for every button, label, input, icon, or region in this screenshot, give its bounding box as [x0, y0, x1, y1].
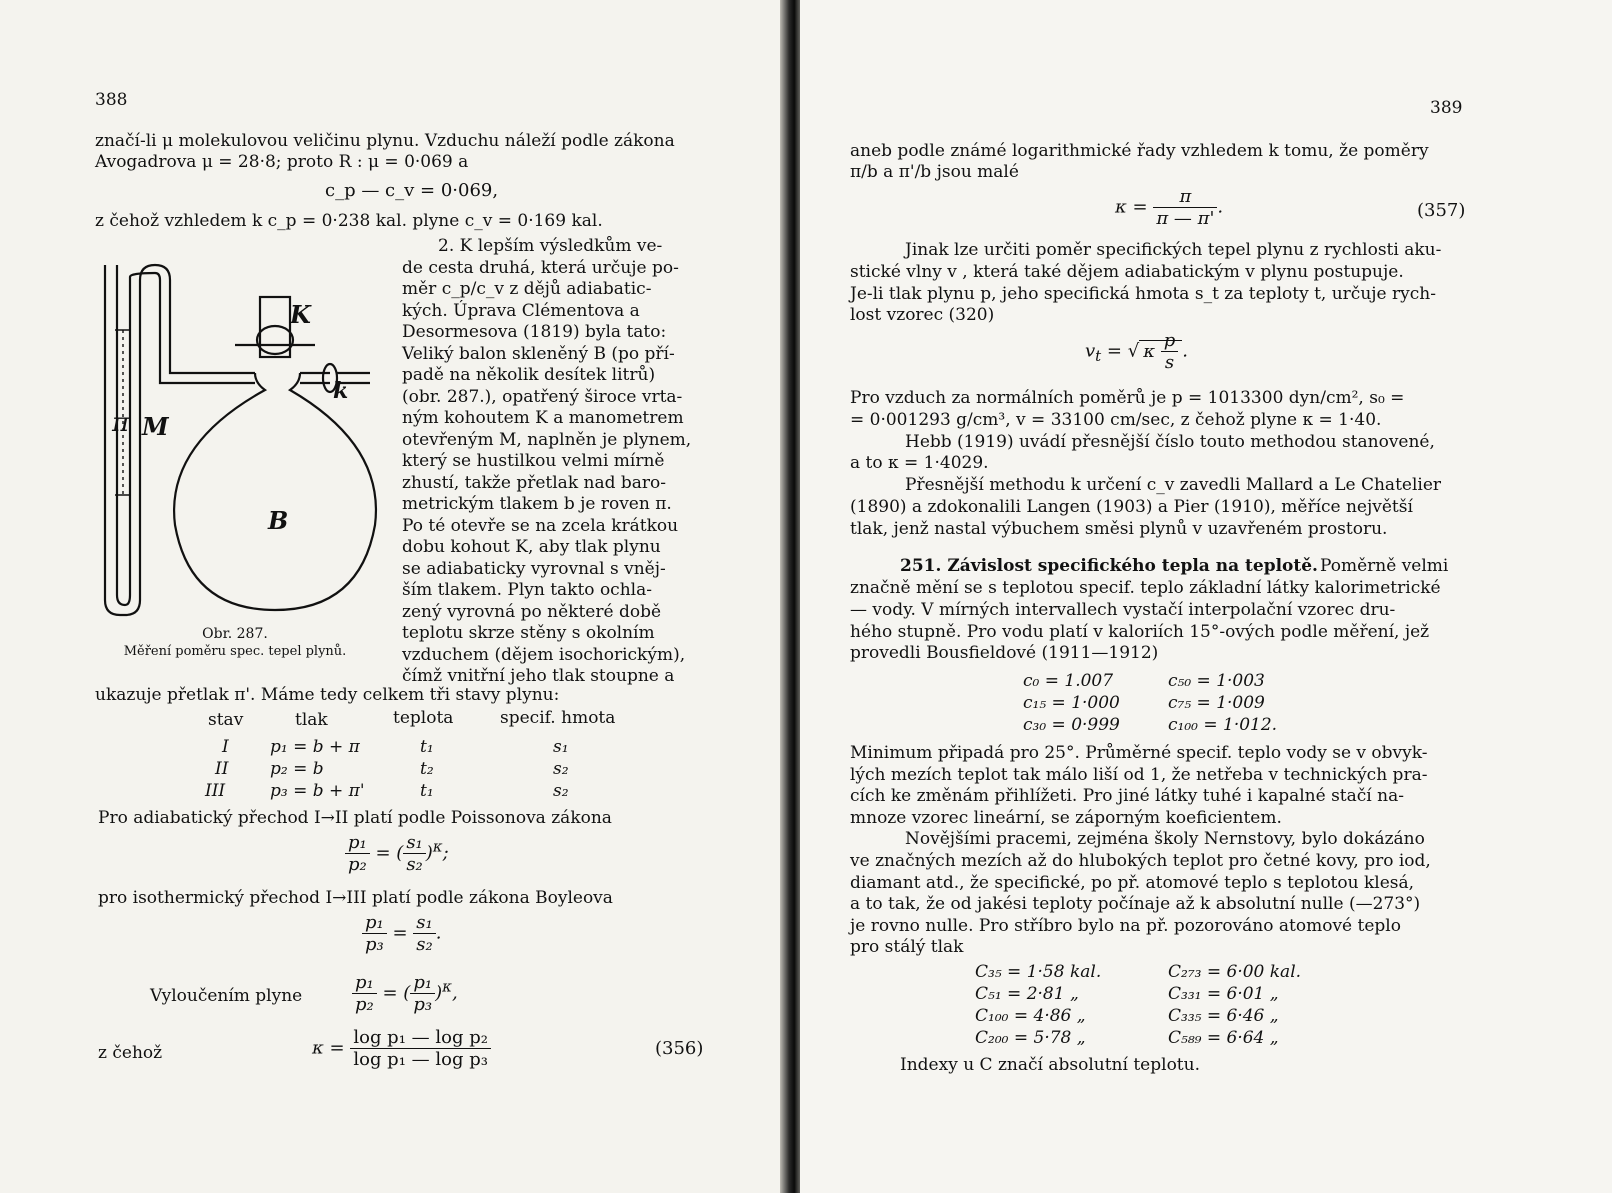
text-line: provedli Bousfieldové (1911—1912)	[850, 643, 1159, 663]
equation-cp-cv: c_p — c_v = 0·069,	[325, 180, 499, 201]
table-header: tlak	[295, 710, 328, 730]
text-line: dobu kohout K, aby tlak plynu	[402, 537, 661, 557]
text-line: aneb podle známé logarithmické řady vzhledem k tomu, že poměry	[850, 141, 1429, 161]
text-line: Avogadrova μ = 28·8; proto R : μ = 0·069 a	[95, 152, 469, 172]
text-line: Pro vzduch za normálních poměrů je p = 1013300 dyn/cm², s₀ =	[850, 388, 1405, 408]
text-line: cích ke změnám přihlížeti. Pro jiné látky tuhé i kapalné stačí na-	[850, 786, 1404, 807]
text-line: (1890) a zdokonalili Langen (1903) a Pier (1910), měříce největší	[850, 497, 1413, 517]
text-line: čímž vnitřní jeho tlak stoupne a	[402, 666, 675, 686]
text-line: který se hustilkou velmi mírně	[402, 451, 665, 471]
table-cell: c₃₀ = 0·999	[1023, 715, 1120, 735]
table-cell: s₂	[553, 759, 569, 779]
text-line: stické vlny v , která také dějem adiabatickým v plynu postupuje.	[850, 262, 1404, 282]
equation-number-357: (357)	[1417, 200, 1466, 221]
equation-357: κ = $\frac{\pi}{\pi — \pi'}$ .	[1115, 186, 1224, 229]
text-line: pro stálý tlak	[850, 937, 964, 958]
text-line: zhustí, takže přetlak nad baro-	[402, 472, 667, 493]
text-line: značně mění se s teplotou specif. teplo základní látky kalorimetrické	[850, 578, 1441, 598]
equation-sound-velocity: $v_t$ = √ κ $\frac{p}{s}$ .	[1085, 330, 1188, 373]
figure-label-K: K	[290, 300, 311, 329]
table-cell: p₂ = b	[270, 759, 324, 779]
text-line: Minimum připadá pro 25°. Průměrné specif. teplo vody se v obvyk-	[850, 743, 1428, 763]
text-line: padě na několik desítek litrů)	[402, 365, 656, 385]
table-cell: C₂₇₃ = 6·00 kal.	[1168, 962, 1302, 982]
table-cell: II	[215, 759, 229, 779]
figure-caption-text: Měření poměru spec. tepel plynů.	[123, 644, 347, 659]
text-line: = 0·001293 g/cm³, v = 33100 cm/sec, z čehož plyne κ = 1·40.	[850, 409, 1382, 430]
text-line: metrickým tlakem b je roven π.	[402, 494, 672, 514]
figure-label-k: k	[333, 378, 349, 404]
text-line: Pro adiabatický přechod I→II platí podle Poissonova zákona	[98, 808, 612, 828]
text-line: značí-li μ molekulovou veličinu plynu. Vzduchu náleží podle zákona	[95, 131, 675, 151]
table-cell: C₃₃₅ = 6·46 „	[1168, 1006, 1279, 1026]
figure-caption-number: Obr. 287.	[202, 626, 268, 642]
left-page	[0, 0, 790, 1193]
table-cell: c₇₅ = 1·009	[1168, 693, 1265, 713]
text-line: lých mezích teplot tak málo liší od 1, že netřeba v technických pra-	[850, 764, 1428, 785]
text-line: měr c_p/c_v z dějů adiabatic-	[402, 279, 652, 299]
text-line: Poměrně velmi	[1320, 556, 1449, 576]
eq356-numerator: log p₁ — log p₂	[350, 1027, 491, 1049]
text-line: zený vyrovná po některé době	[402, 601, 662, 622]
equation-boyle: $\frac{\text{p₁}}{\text{p₃}}$ = $\frac{\text{s₁}}{\text{s₂}}$ .	[362, 912, 441, 955]
text-line: pro isothermický přechod I→III platí podle zákona Boyleova	[98, 888, 613, 908]
text-line: Novějšími pracemi, zejména školy Nernstovy, bylo dokázáno	[905, 829, 1425, 850]
table-cell: p₃ = b + π'	[270, 781, 365, 801]
section-heading: 251. Závislost specifického tepla na teplotě.	[900, 556, 1318, 576]
equation-356: κ = $\frac{\text{log p₁ — log p₂}}{\text{log p₁ — log p₃}}$	[312, 1027, 491, 1070]
text-line: teplotu skrze stěny s okolním	[402, 623, 655, 643]
table-cell: C₅₁ = 2·81 „	[975, 984, 1079, 1004]
equation-poisson: $\frac{\text{p₁}}{\text{p₂}}$ = ( $\frac{\text{s₁}}{\text{s₂}}$ )$^\kappa$;	[345, 832, 449, 875]
table-cell: c₀ = 1.007	[1023, 671, 1114, 691]
table-cell: t₁	[420, 781, 434, 801]
page-number-left: 388	[95, 90, 128, 110]
table-cell: C₅₈₉ = 6·64 „	[1168, 1028, 1279, 1048]
table-cell: c₁₀₀ = 1·012.	[1168, 715, 1278, 735]
figure-287-apparatus	[95, 255, 395, 625]
footnote: Indexy u C značí absolutní teplotu.	[900, 1055, 1200, 1075]
text-line: tlak, jenž nastal výbuchem směsi plynů v uzavřeném prostoru.	[850, 518, 1388, 539]
text-line: π/b a π'/b jsou malé	[850, 162, 1019, 182]
text-line: Po té otevře se na zcela krátkou	[402, 515, 679, 536]
text-line: ným kohoutem K a manometrem	[402, 408, 684, 428]
table-cell: c₁₅ = 1·000	[1023, 693, 1120, 713]
text-line: a to κ = 1·4029.	[850, 453, 989, 474]
text-line: diamant atd., že specifické, po př. atomové teplo s teplotou klesá,	[850, 872, 1415, 893]
text-line: Veliký balon skleněný B (po pří-	[402, 343, 675, 364]
table-cell: s₂	[553, 781, 569, 801]
table-cell: C₃₅ = 1·58 kal.	[975, 962, 1102, 982]
page-number-right: 389	[1430, 98, 1463, 118]
text-line: z čehož vzhledem k c_p = 0·238 kal. plyne c_v = 0·169 kal.	[95, 211, 603, 231]
text-line: hého stupně. Pro vodu platí v kaloriích 15°-ových podle měření, jež	[850, 622, 1430, 642]
text-line: Desormesova (1819) byla tato:	[402, 322, 667, 342]
text-line: a to tak, že od jakési teploty počínaje až k absolutní nulle (—273°)	[850, 894, 1421, 915]
text-line: je rovno nulle. Pro stříbro bylo na př. pozorováno atomové teplo	[850, 915, 1401, 936]
text-line: (obr. 287.), opatřený široce vrta-	[402, 386, 683, 407]
equation-eliminate: $\frac{\text{p₁}}{\text{p₂}}$ = ( $\frac{\text{p₁}}{\text{p₃}}$ )$^\kappa$,	[352, 972, 458, 1015]
text-line: vzduchem (dějem isochorickým),	[402, 644, 686, 665]
table-cell: C₁₀₀ = 4·86 „	[975, 1006, 1086, 1026]
text-line: z čehož	[98, 1043, 163, 1063]
figure-label-pi: π	[112, 408, 130, 438]
table-header: specif. hmota	[500, 708, 616, 728]
text-line: Je-li tlak plynu p, jeho specifická hmota s_t za teploty t, určuje rych-	[850, 284, 1436, 304]
equation-number-356: (356)	[655, 1038, 704, 1059]
text-line: otevřeným M, naplněn je plynem,	[402, 429, 692, 450]
text-line: Hebb (1919) uvádí přesnější číslo touto methodou stanovené,	[905, 431, 1435, 452]
text-line: de cesta druhá, která určuje po-	[402, 257, 679, 278]
text-line: 2. K lepším výsledkům ve-	[438, 236, 663, 256]
right-page	[800, 0, 1612, 1193]
table-cell: s₁	[553, 737, 569, 757]
text-line: ukazuje přetlak π'. Máme tedy celkem tři stavy plynu:	[95, 685, 560, 705]
figure-label-B: B	[268, 506, 289, 535]
text-line: kých. Úprava Clémentova a	[402, 300, 640, 321]
table-cell: t₂	[420, 759, 434, 779]
eq356-denominator: log p₁ — log p₃	[353, 1049, 488, 1070]
table-cell: c₅₀ = 1·003	[1168, 671, 1265, 691]
text-line: se adiabaticky vyrovnal s vněj-	[402, 558, 666, 579]
table-cell: C₂₀₀ = 5·78 „	[975, 1028, 1086, 1048]
text-line: Vyloučením plyne	[150, 986, 303, 1006]
figure-label-M: M	[142, 412, 169, 441]
table-header: stav	[208, 710, 244, 730]
text-line: mnoze vzorec lineární, se záporným koeficientem.	[850, 807, 1282, 828]
text-line: ve značných mezích až do hlubokých teplot pro četné kovy, pro iod,	[850, 851, 1431, 871]
table-cell: I	[222, 737, 229, 757]
table-cell: C₃₃₁ = 6·01 „	[1168, 984, 1279, 1004]
text-line: — vody. V mírných intervallech vystačí interpolační vzorec dru-	[850, 600, 1396, 620]
table-cell: III	[205, 781, 226, 801]
text-line: lost vzorec (320)	[850, 305, 995, 325]
text-line: Přesnější methodu k určení c_v zavedli Mallard a Le Chatelier	[905, 475, 1442, 496]
text-line: Jinak lze určiti poměr specifických tepel plynu z rychlosti aku-	[905, 240, 1442, 260]
table-cell: p₁ = b + π	[270, 737, 360, 757]
table-header: teplota	[393, 708, 454, 728]
table-cell: t₁	[420, 737, 434, 757]
text-line: ším tlakem. Plyn takto ochla-	[402, 580, 652, 600]
